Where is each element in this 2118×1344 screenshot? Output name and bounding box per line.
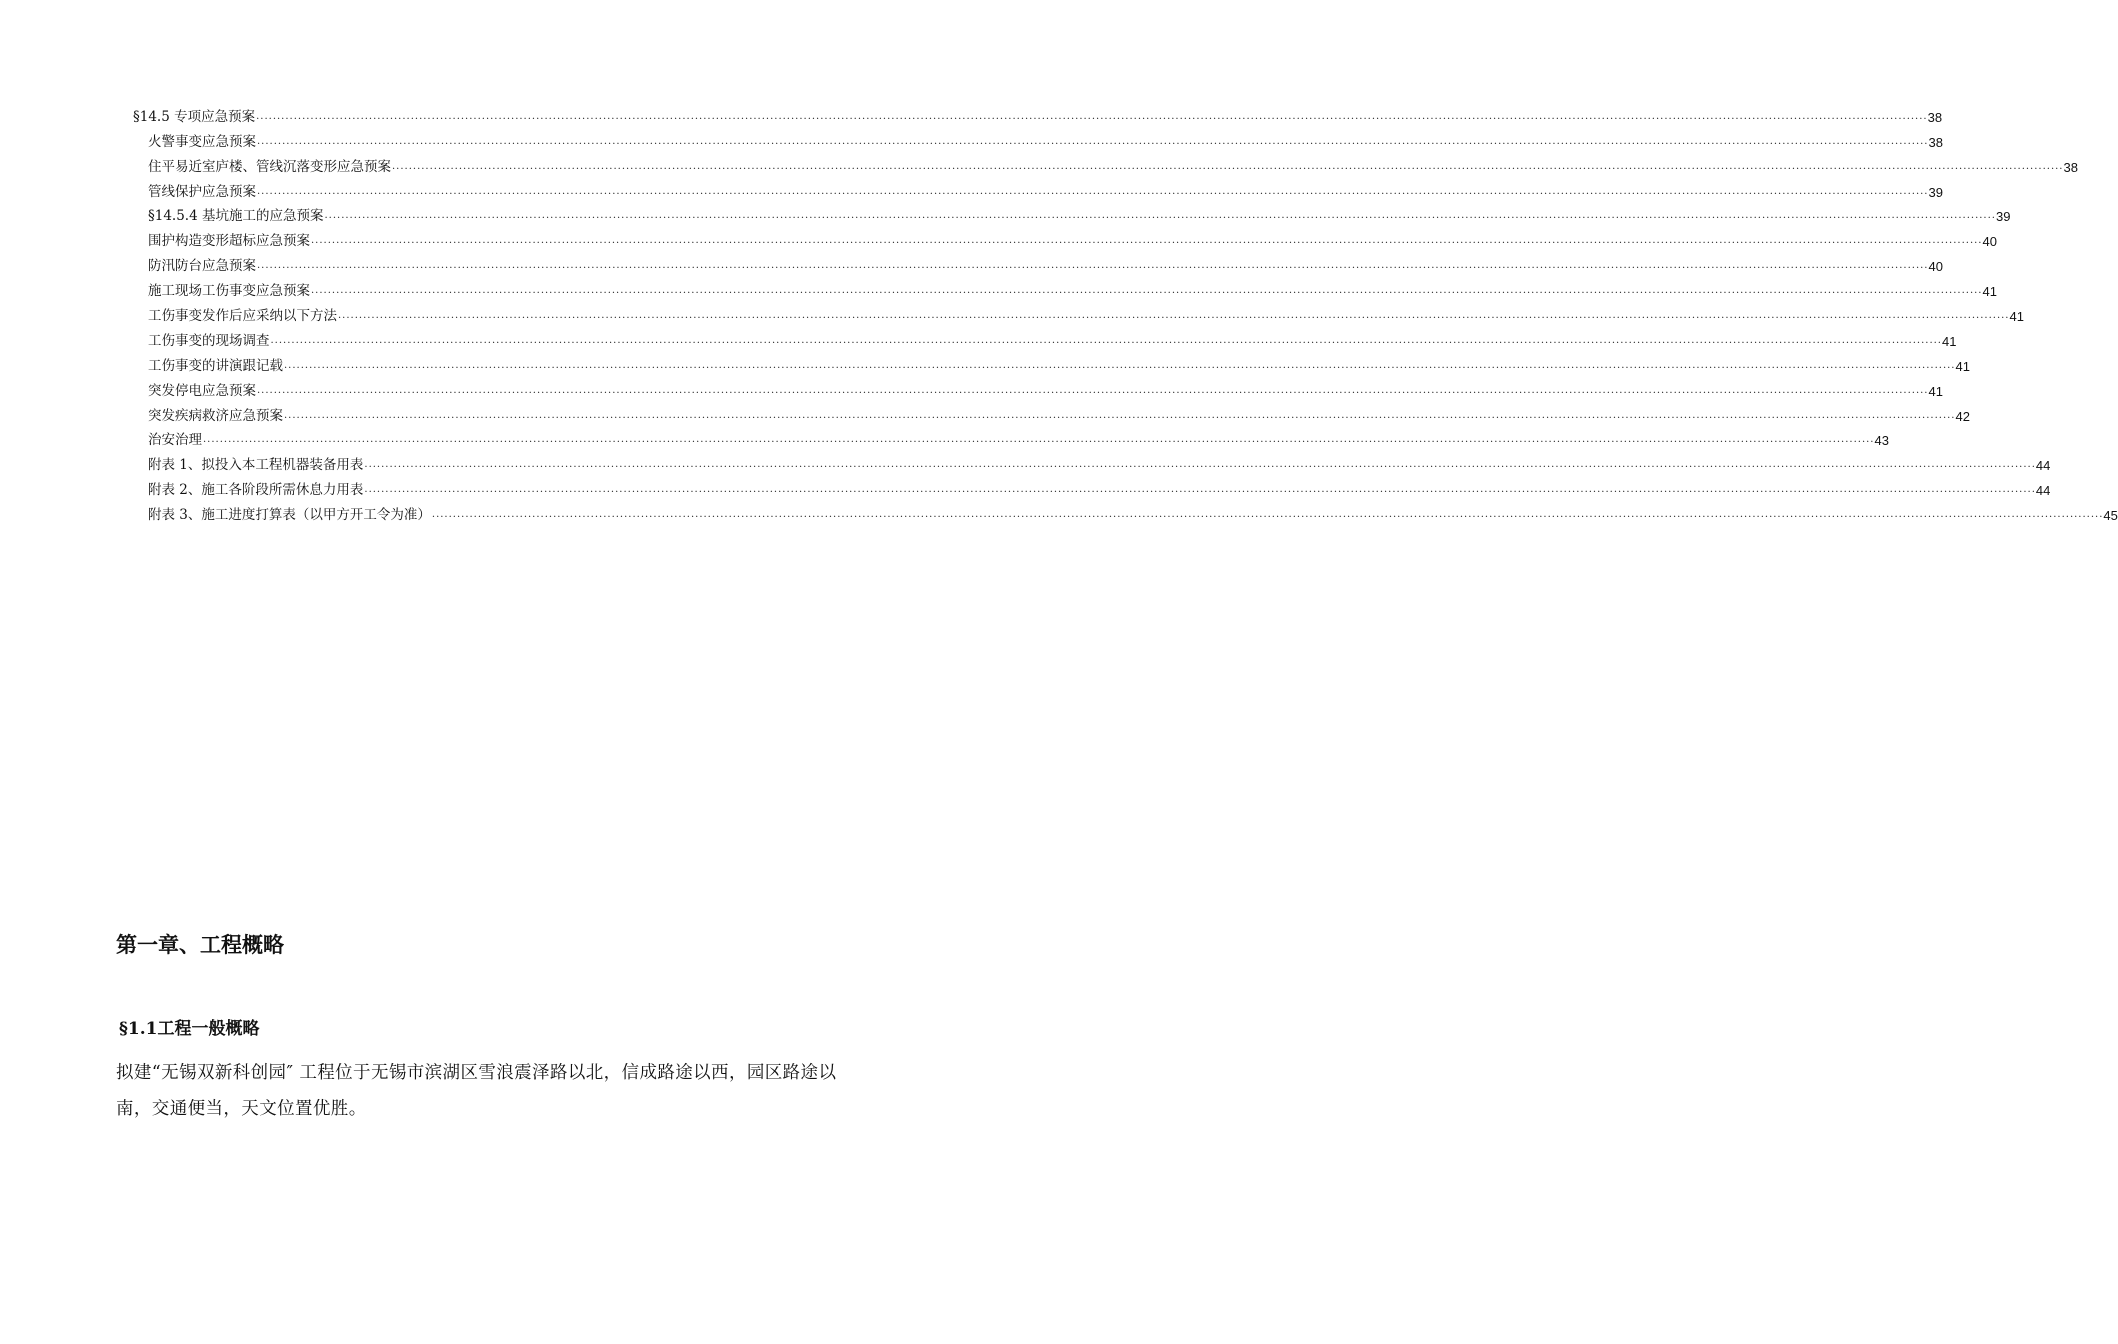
toc-entry-title: 工伤事变的讲演跟记载 bbox=[148, 357, 283, 374]
toc-dot-leader: ................................................................................................................................................................................................................................................................................................................................................................................................................ bbox=[431, 509, 2104, 521]
toc-dot-leader: ................................................................................................................................................................................................................................................................................................................................................................................................................ bbox=[257, 384, 1929, 396]
toc-dot-leader: ................................................................................................................................................................................................................................................................................................................................................................................................................ bbox=[203, 434, 1875, 446]
toc-entry[interactable] bbox=[0, 400, 1970, 425]
toc-entry-page: 41 bbox=[2009, 309, 2024, 325]
toc-entry-page: 39 bbox=[1928, 184, 1943, 200]
toc-entry[interactable] bbox=[0, 101, 1943, 126]
toc-dot-leader: ................................................................................................................................................................................................................................................................................................................................................................................................................ bbox=[256, 110, 1928, 122]
toc-dot-leader: ................................................................................................................................................................................................................................................................................................................................................................................................................ bbox=[257, 260, 1929, 272]
toc-entry-title: 工伤事变的现场调查 bbox=[148, 332, 270, 349]
toc-entry-page: 40 bbox=[1982, 234, 1997, 250]
toc-entry-title: 住平易近室庐楼、管线沉落变形应急预案 bbox=[148, 158, 391, 175]
toc-dot-leader: ................................................................................................................................................................................................................................................................................................................................................................................................................ bbox=[270, 334, 1942, 346]
toc-dot-leader: ................................................................................................................................................................................................................................................................................................................................................................................................................ bbox=[284, 359, 1956, 371]
toc-entry-page: 39 bbox=[1995, 209, 2011, 225]
toc-entry-page: 45 bbox=[2103, 508, 2118, 524]
toc-entry-title: 管线保护应急预案 bbox=[148, 183, 256, 200]
toc-entry-title: 围护构造变形超标应急预案 bbox=[148, 233, 310, 250]
toc-dot-leader: ................................................................................................................................................................................................................................................................................................................................................................................................................ bbox=[364, 484, 2036, 496]
toc-entry-title: 附表 3、施工进度打算表（以甲方开工令为准） bbox=[148, 507, 431, 524]
toc-entry[interactable] bbox=[0, 350, 1970, 375]
toc-entry-title: 防汛防台应急预案 bbox=[148, 258, 256, 275]
toc-dot-leader: ................................................................................................................................................................................................................................................................................................................................................................................................................ bbox=[338, 310, 2010, 322]
body-paragraph: 拟建“无锡双新科创园″ 工程位于无锡市滨湖区雪浪震泽路以北，信成路途以西，园区路途以南，交通便当，天文位置优胜。 bbox=[116, 1063, 837, 1119]
toc-entry[interactable] bbox=[0, 325, 1957, 350]
toc-entry-page: 40 bbox=[1928, 259, 1943, 275]
toc-entry-title: 工伤事变发作后应采纳以下方法 bbox=[148, 308, 337, 325]
toc-entry[interactable] bbox=[0, 201, 2011, 226]
toc-entry-page: 44 bbox=[2035, 483, 2051, 499]
toc-entry-page: 38 bbox=[1928, 134, 1943, 150]
toc-dot-leader: ................................................................................................................................................................................................................................................................................................................................................................................................................ bbox=[311, 285, 1983, 297]
toc-entry[interactable] bbox=[0, 176, 1943, 201]
toc-entry-title: 附表 1、拟投入本工程机器装备用表 bbox=[148, 457, 364, 474]
toc-entry-page: 38 bbox=[1927, 109, 1943, 125]
toc-dot-leader: ................................................................................................................................................................................................................................................................................................................................................................................................................ bbox=[324, 210, 1996, 222]
toc-entry[interactable] bbox=[0, 300, 2024, 325]
toc-entry[interactable] bbox=[0, 250, 1943, 275]
toc-dot-leader: ................................................................................................................................................................................................................................................................................................................................................................................................................ bbox=[364, 459, 2036, 471]
toc-entry-page: 43 bbox=[1874, 433, 1889, 449]
toc-entry[interactable] bbox=[0, 151, 2078, 176]
toc-entry-title: §14.5 专项应急预案 bbox=[133, 108, 256, 125]
toc-entry-page: 41 bbox=[1941, 333, 1957, 349]
toc-entry[interactable] bbox=[0, 126, 1943, 151]
section-title: §1.1工程一般概略 bbox=[119, 1019, 260, 1039]
toc-entry[interactable] bbox=[0, 375, 1943, 400]
toc-dot-leader: ................................................................................................................................................................................................................................................................................................................................................................................................................ bbox=[392, 160, 2064, 172]
toc-dot-leader: ................................................................................................................................................................................................................................................................................................................................................................................................................ bbox=[257, 185, 1929, 197]
toc-entry[interactable] bbox=[0, 225, 1997, 250]
toc-dot-leader: ................................................................................................................................................................................................................................................................................................................................................................................................................ bbox=[284, 409, 1956, 421]
toc-entry-title: 附表 2、施工各阶段所需休息力用表 bbox=[148, 482, 364, 499]
toc-entry-page: 41 bbox=[1955, 358, 1970, 374]
toc-entry-title: 突发疾病救济应急预案 bbox=[148, 407, 283, 424]
toc-entry-page: 38 bbox=[2063, 159, 2078, 175]
toc-entry[interactable] bbox=[0, 275, 1997, 300]
toc-entry-title: 突发停电应急预案 bbox=[148, 382, 256, 399]
toc-entry[interactable] bbox=[0, 474, 2051, 499]
toc-entry-page: 41 bbox=[1982, 284, 1997, 300]
toc-entry-title: 火警事变应急预案 bbox=[148, 133, 256, 150]
toc-dot-leader: ................................................................................................................................................................................................................................................................................................................................................................................................................ bbox=[311, 235, 1983, 247]
toc-entry[interactable] bbox=[0, 425, 1889, 450]
table-of-contents bbox=[0, 101, 2118, 524]
toc-entry-title: §14.5.4 基坑施工的应急预案 bbox=[148, 208, 324, 225]
toc-entry-title: 治安治理 bbox=[148, 432, 202, 449]
chapter-title: 第一章、工程概略 bbox=[116, 933, 284, 957]
toc-entry-title: 施工现场工伤事变应急预案 bbox=[148, 283, 310, 300]
toc-entry[interactable] bbox=[0, 449, 2051, 474]
toc-entry-page: 42 bbox=[1955, 408, 1970, 424]
toc-entry-page: 41 bbox=[1928, 383, 1943, 399]
toc-dot-leader: ................................................................................................................................................................................................................................................................................................................................................................................................................ bbox=[257, 135, 1929, 147]
toc-entry-page: 44 bbox=[2035, 458, 2051, 474]
toc-entry[interactable] bbox=[0, 499, 2118, 524]
